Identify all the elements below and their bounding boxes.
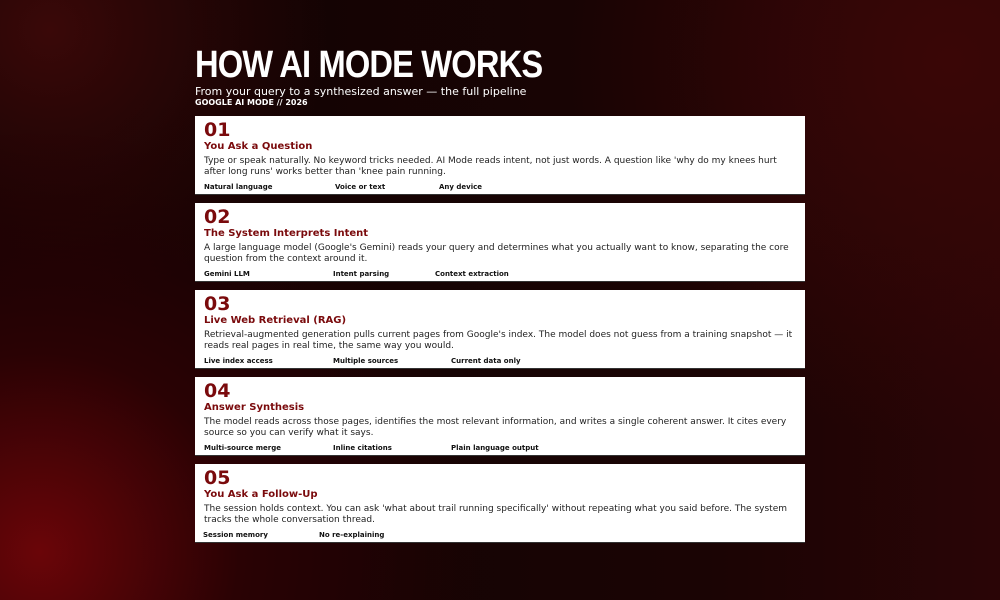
step-tag: Session memory bbox=[203, 531, 268, 539]
step-tag: Intent parsing bbox=[333, 270, 390, 278]
step-description: Type or speak naturally. No keyword tricks needed. AI Mode reads intent, not just words. A question like 'why do my knees hurt after long runs' works better than 'knee pain running. bbox=[204, 156, 777, 177]
step-number: 05 bbox=[204, 467, 231, 489]
step-card-4 bbox=[195, 377, 805, 456]
step-card-1 bbox=[195, 116, 805, 195]
step-number: 03 bbox=[204, 293, 231, 315]
step-tag: Any device bbox=[439, 183, 483, 191]
step-tag: Live index access bbox=[204, 357, 273, 365]
step-tag: Voice or text bbox=[335, 183, 386, 191]
step-tag: Context extraction bbox=[435, 270, 509, 278]
step-tag: No re-explaining bbox=[319, 531, 385, 539]
step-tag: Natural language bbox=[204, 183, 273, 191]
step-card-2 bbox=[195, 203, 805, 282]
step-card-3 bbox=[195, 290, 805, 369]
step-description: Retrieval-augmented generation pulls current pages from Google's index. The model does not guess from a training snapshot — it reads real pages in real time, the same way you would. bbox=[204, 330, 793, 351]
step-title: Live Web Retrieval (RAG) bbox=[204, 315, 347, 326]
step-number: 04 bbox=[204, 380, 231, 402]
step-tag: Multiple sources bbox=[333, 357, 399, 365]
step-title: You Ask a Follow-Up bbox=[204, 489, 318, 500]
step-description: The session holds context. You can ask 'what about trail running specifically' without repeating what you said before. The system tracks the whole conversation thread. bbox=[204, 504, 787, 525]
step-number: 02 bbox=[204, 206, 231, 228]
step-tag: Current data only bbox=[451, 357, 521, 365]
step-tag: Gemini LLM bbox=[204, 270, 250, 278]
tagline: GOOGLE AI MODE // 2026 bbox=[195, 98, 308, 107]
step-title: Answer Synthesis bbox=[204, 402, 305, 413]
step-title: The System Interprets Intent bbox=[204, 228, 369, 239]
step-number: 01 bbox=[204, 119, 231, 141]
step-description: The model reads across those pages, identifies the most relevant information, and writes a single coherent answer. It cites every source so you can verify what it says. bbox=[204, 417, 787, 438]
step-card-5 bbox=[195, 464, 805, 543]
infographic bbox=[195, 44, 805, 543]
step-tag: Inline citations bbox=[333, 444, 392, 452]
subtitle: From your query to a synthesized answer — the full pipeline bbox=[195, 85, 527, 98]
step-tag: Plain language output bbox=[451, 444, 539, 452]
page-title: HOW AI MODE WORKS bbox=[195, 44, 543, 86]
step-description: A large language model (Google's Gemini) reads your query and determines what you actually want to know, separating the core question from the context around it. bbox=[204, 243, 789, 264]
step-title: You Ask a Question bbox=[204, 141, 313, 152]
step-tag: Multi-source merge bbox=[204, 444, 281, 452]
